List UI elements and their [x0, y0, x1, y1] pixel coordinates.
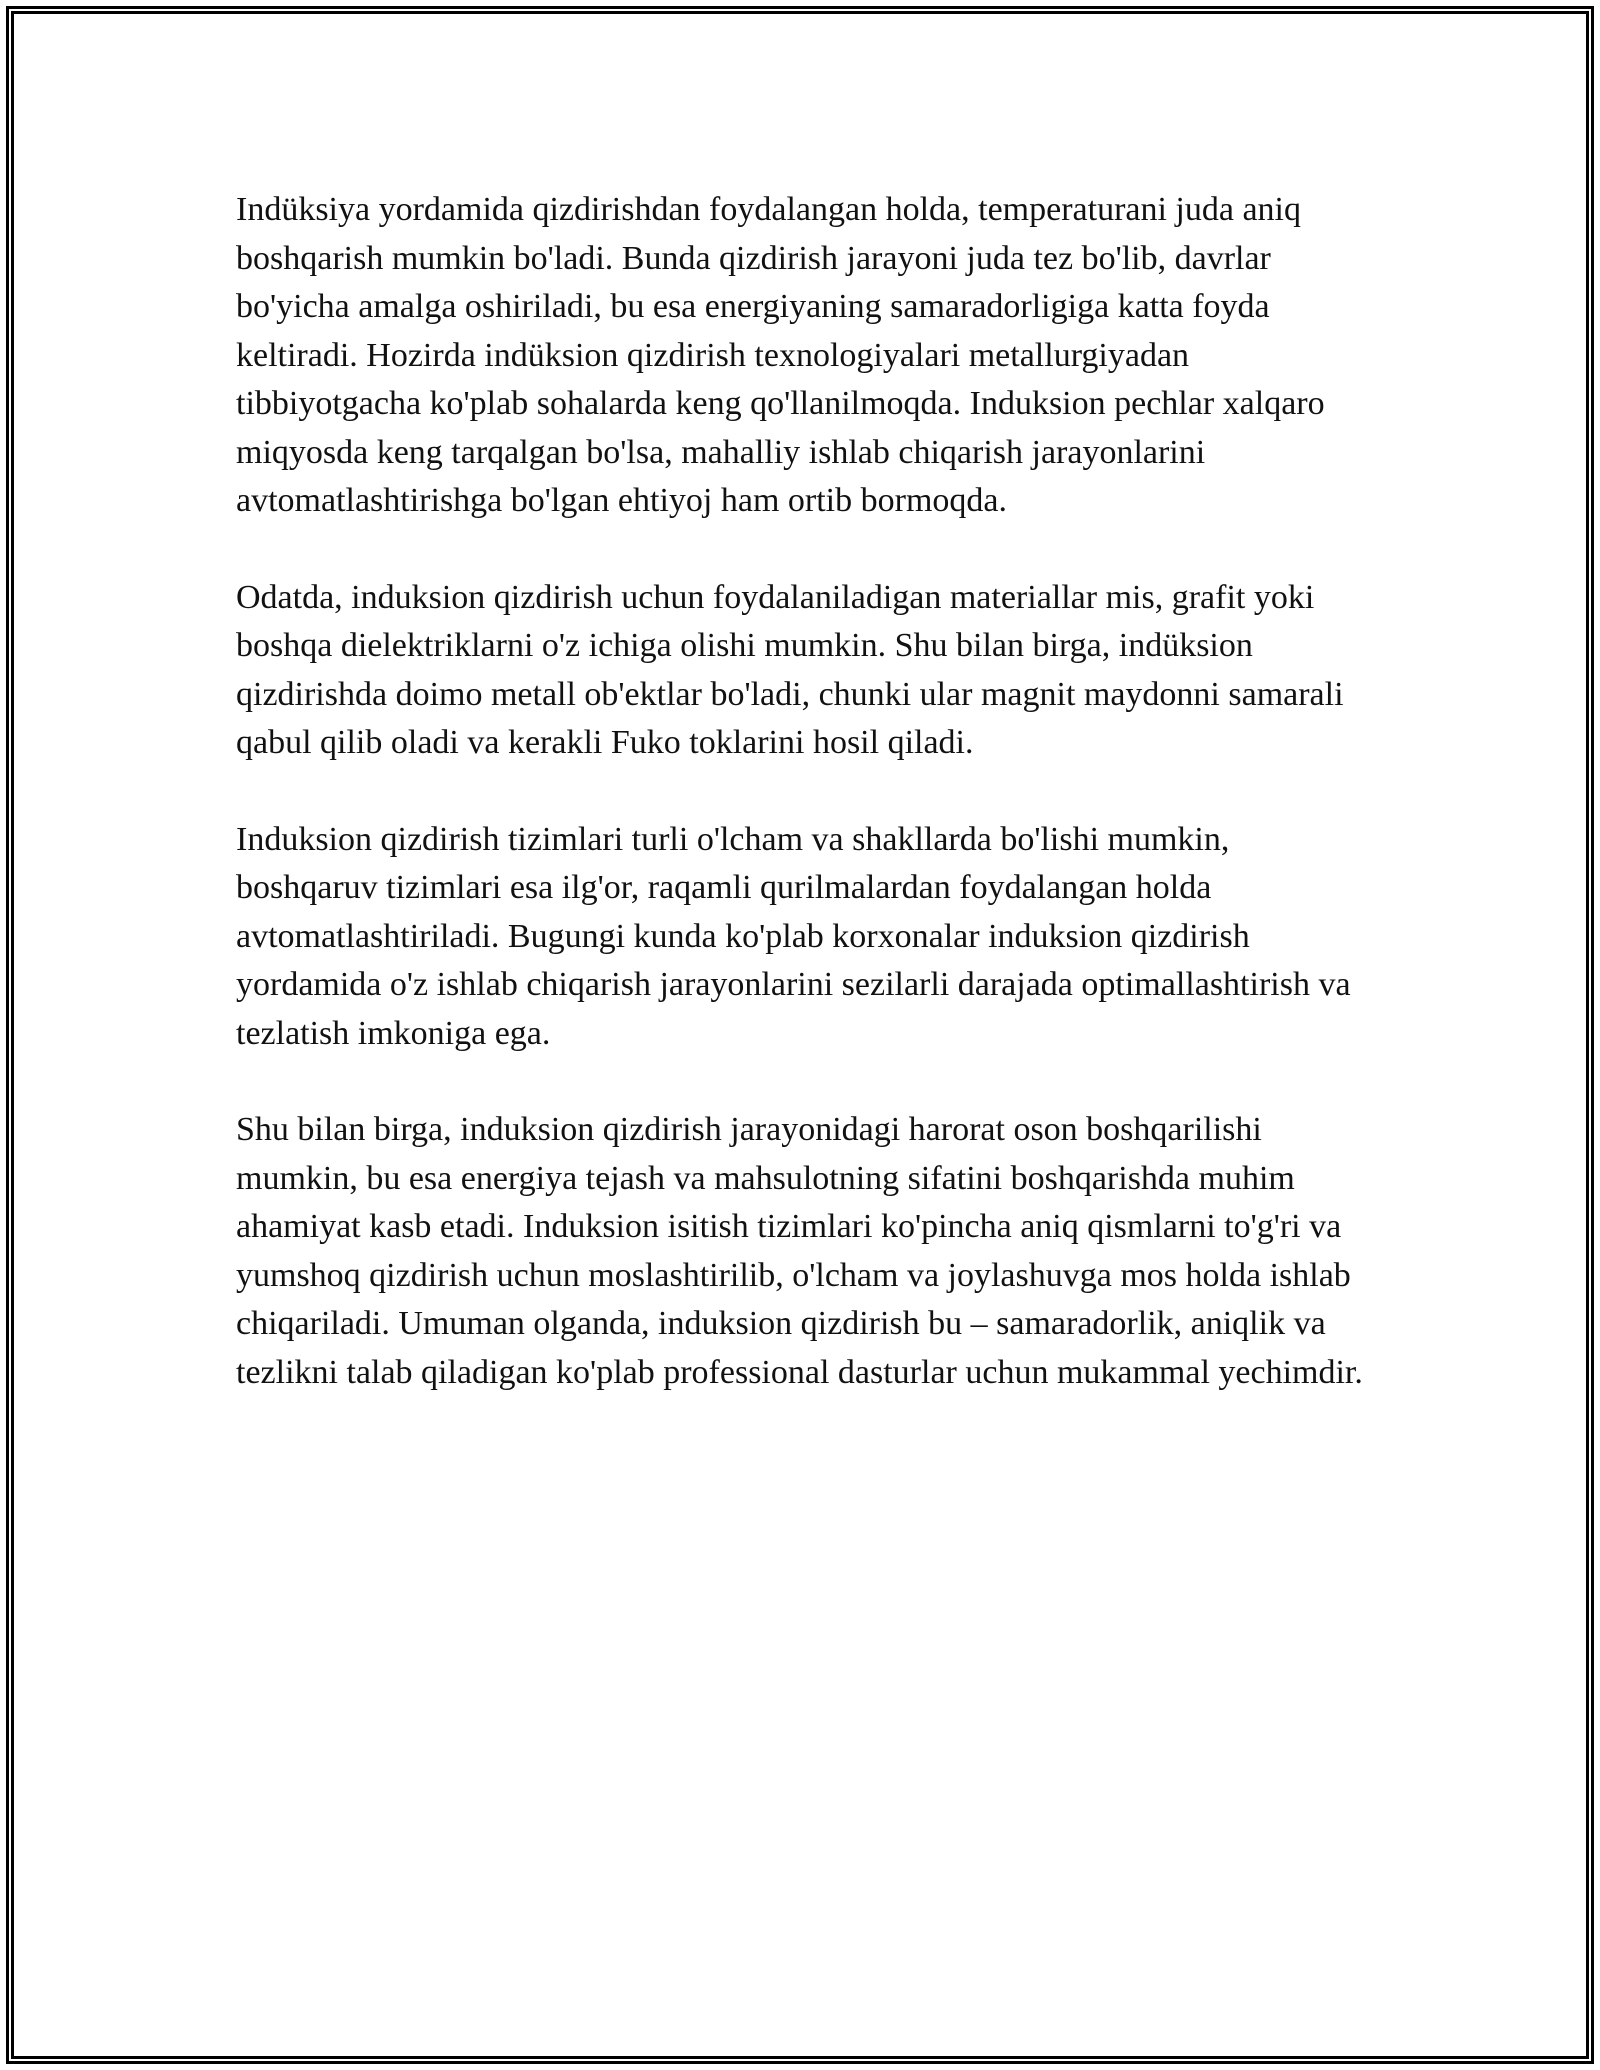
- paragraph-3: Induksion qizdirish tizimlari turli o'lcham va shakllarda bo'lishi mumkin, boshqaruv tizimlari esa ilg'or, raqamli qurilmalardan foydalangan holda avtomatlashtiriladi. Bugungi kunda ko'plab korxonalar induksion qizdirish yordamida o'z ishlab chiqarish jarayonlarini sezilarli darajada optimallashtirish va tezlatish imkoniga ega.: [236, 820, 1351, 1052]
- paragraph-4: Shu bilan birga, induksion qizdirish jarayonidagi harorat oson boshqarilishi mumkin, bu esa energiya tejash va mahsulotning sifatini boshqarishda muhim ahamiyat kasb etadi. Induksion isitish tizimlari ko'pincha aniq qismlarni to'g'ri va yumshoq qizdirish uchun moslashtirilib, o'lcham va joylashuvga mos holda ishlab chiqariladi. Umuman olganda, induksion qizdirish bu – samaradorlik, aniqlik va tezlikni talab qiladigan ko'plab professional dasturlar uchun mukammal yechimdir.: [236, 1111, 1363, 1391]
- paragraph-2: Odatda, induksion qizdirish uchun foydalaniladigan materiallar mis, grafit yoki boshqa dielektriklarni o'z ichiga olishi mumkin. Shu bilan birga, indüksion qizdirishda doimo metall ob'ektlar bo'ladi, chunki ular magnit maydonni samarali qabul qilib oladi va kerakli Fuko toklarini hosil qiladi.: [236, 578, 1344, 761]
- paragraph-1: Indüksiya yordamida qizdirishdan foydalangan holda, temperaturani juda aniq boshqarish mumkin bo'ladi. Bunda qizdirish jarayoni juda tez bo'lib, davrlar bo'yicha amalga oshiriladi, bu esa energiyaning samaradorligiga katta foyda keltiradi. Hozirda indüksion qizdirish texnologiyalari metallurgiyadan tibbiyotgacha ko'plab sohalarda keng qo'llanilmoqda. Induksion pechlar xalqaro miqyosda keng tarqalgan bo'lsa, mahalliy ishlab chiqarish jarayonlarini avtomatlashtirishga bo'lgan ehtiyoj ham ortib bormoqda.: [236, 191, 1325, 519]
- document-body: [236, 186, 1366, 1445]
